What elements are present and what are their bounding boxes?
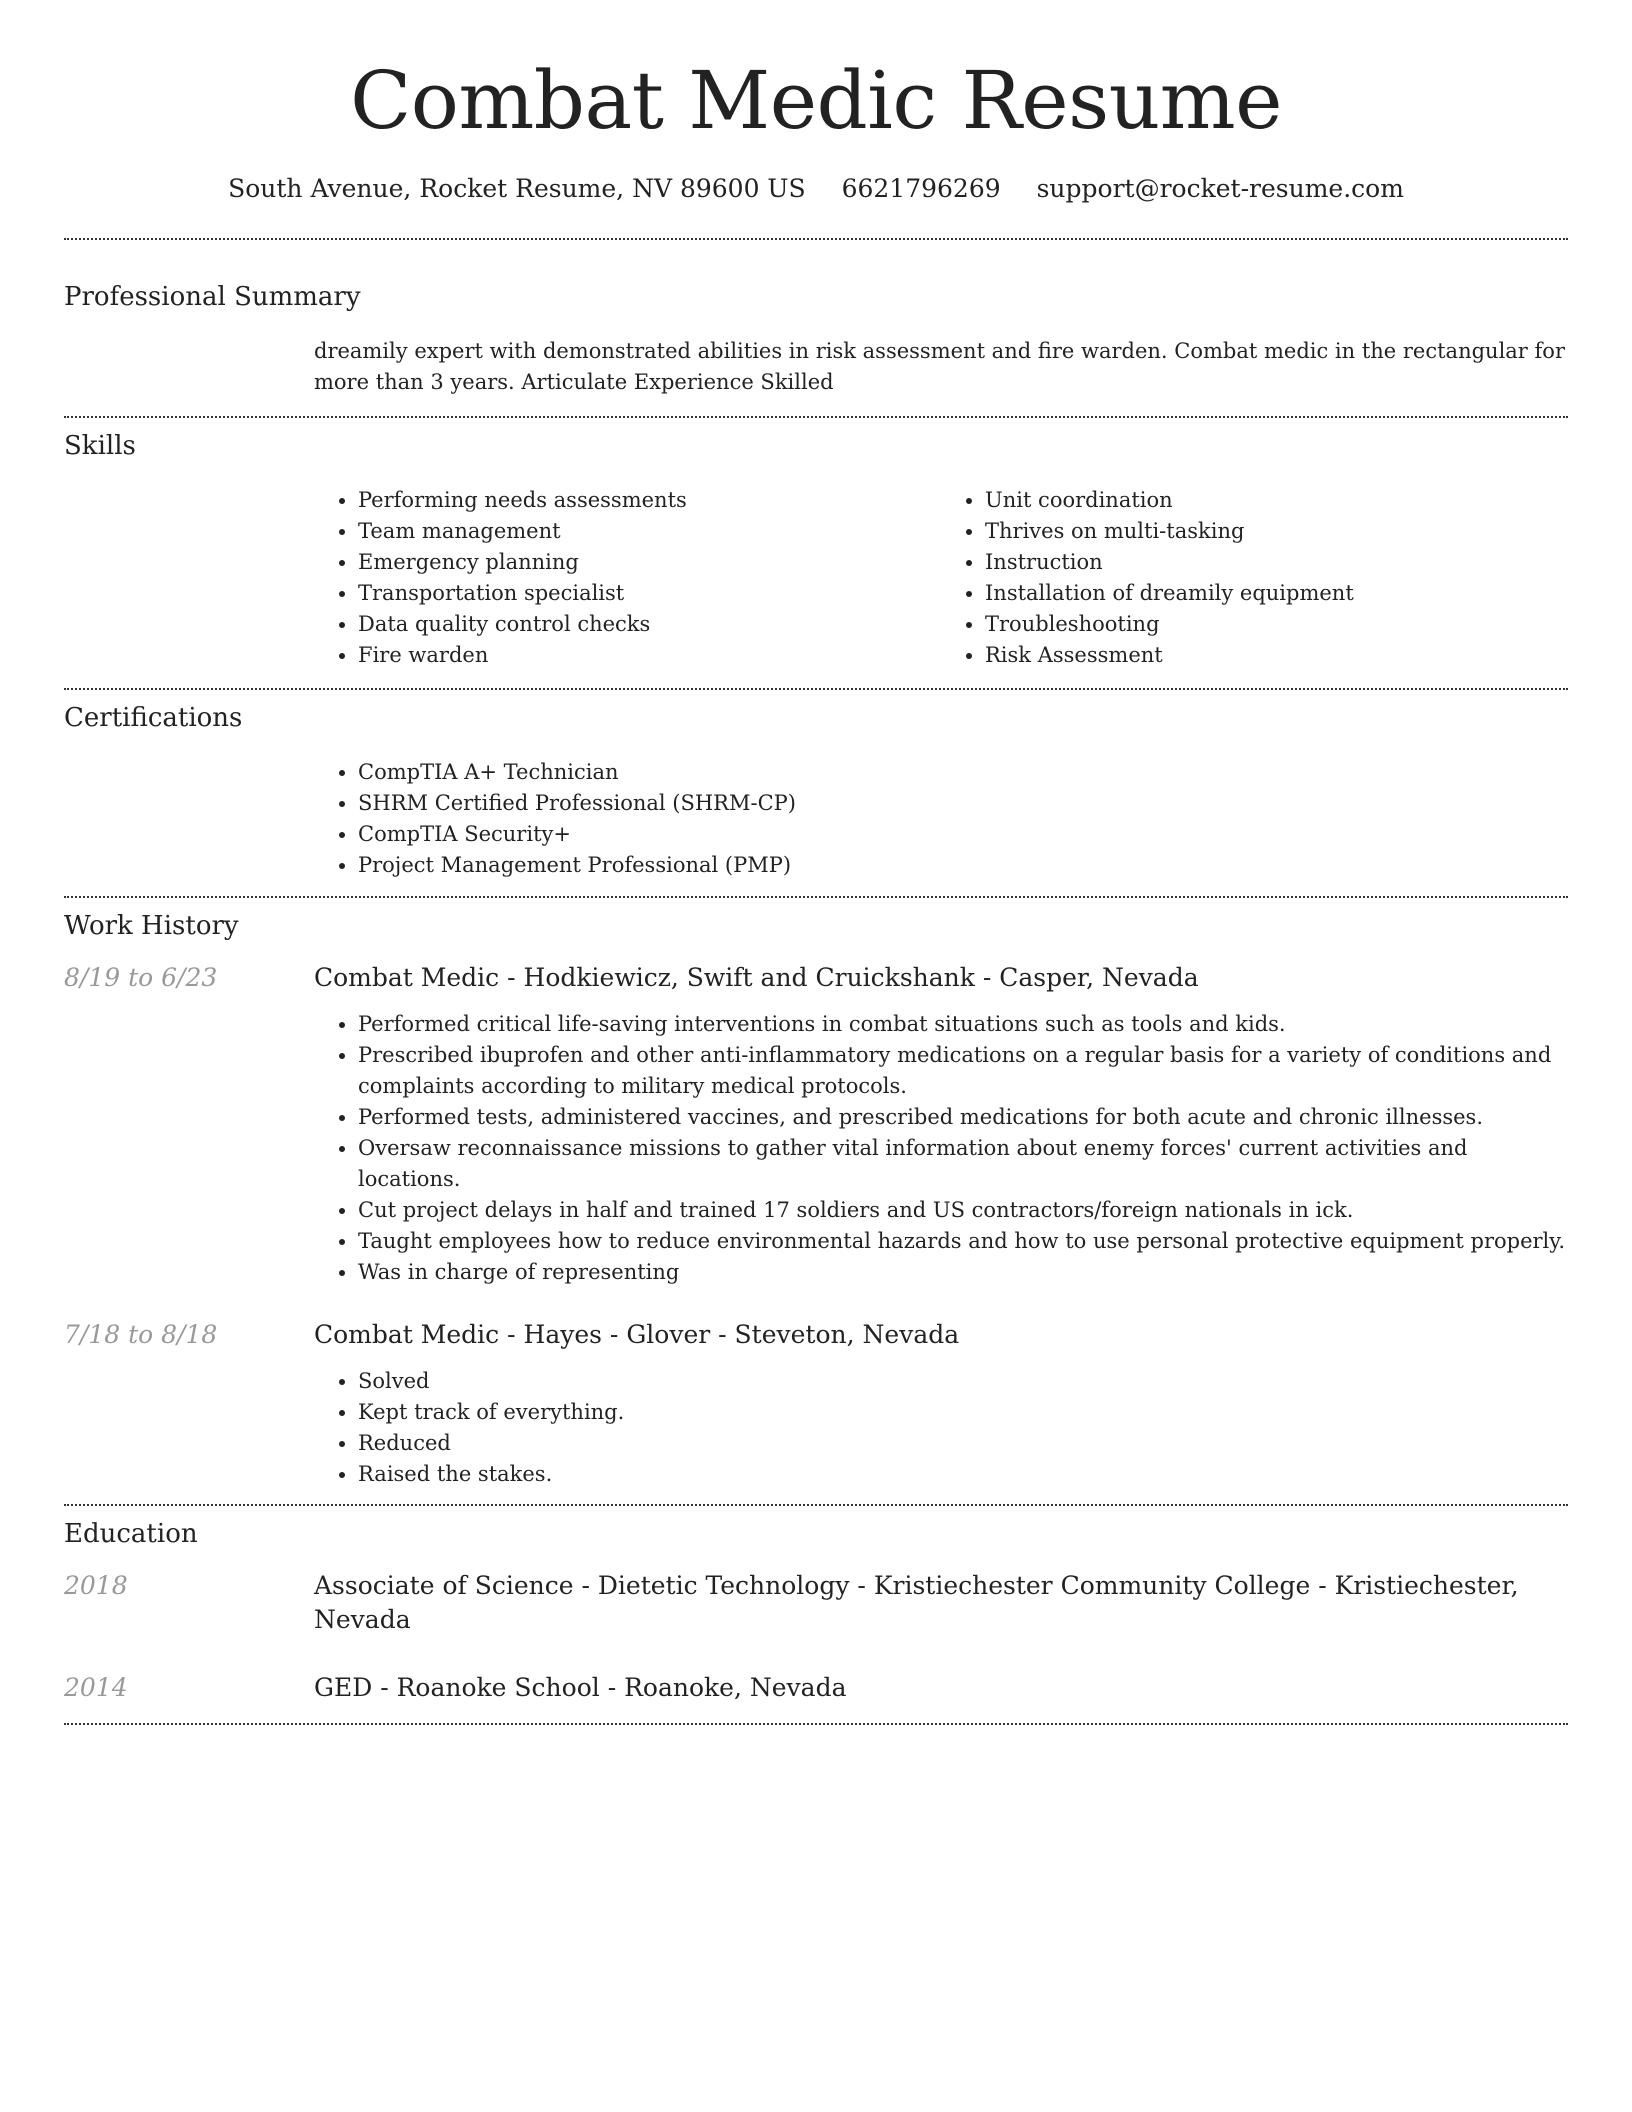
contact-line [64, 172, 1568, 206]
certifications-heading: Certifications [64, 703, 243, 733]
job-dates: 8/19 to 6/23 [64, 963, 218, 992]
skills-list-left [314, 485, 941, 671]
certifications-spacer [64, 757, 314, 881]
education-body [314, 1671, 1568, 1705]
job-dates: 7/18 to 8/18 [64, 1320, 218, 1349]
list-item: • Taught employees how to reduce environmental hazards and how to use personal protective equipment properly. [358, 1226, 1568, 1257]
list-item: • Raised the stakes. [358, 1459, 1568, 1490]
contact-phone: 6621796269 [841, 174, 1001, 203]
list-item: • Project Management Professional (PMP) [358, 850, 1568, 881]
job-body [314, 1318, 1568, 1490]
contact-address: South Avenue, Rocket Resume, NV 89600 US [228, 174, 806, 203]
certifications-section [64, 701, 1568, 881]
work-heading: Work History [64, 911, 239, 941]
job-entry [64, 1318, 1568, 1490]
list-item: • Performed critical life-saving interventions in combat situations such as tools and kids. [358, 1009, 1568, 1040]
summary-text: dreamily expert with demonstrated abilities in risk assessment and fire warden. Combat medic in the rectangular for more than 3 years. Articulate Experience Skilled [314, 339, 1565, 394]
list-item: • Was in charge of representing [358, 1257, 1568, 1288]
job-body [314, 961, 1568, 1288]
list-item: • Cut project delays in half and trained 17 soldiers and US contractors/foreign nationals in ick. [358, 1195, 1568, 1226]
certifications-body [314, 757, 1568, 881]
divider [64, 238, 1568, 240]
education-year: 2018 [64, 1571, 128, 1600]
list-item: • Thrives on multi-tasking [985, 516, 1568, 547]
list-item: • Performing needs assessments [358, 485, 941, 516]
summary-spacer [64, 336, 314, 398]
skills-section [64, 429, 1568, 671]
job-bullets [314, 1366, 1568, 1490]
list-item: • Team management [358, 516, 941, 547]
list-item: • Fire warden [358, 640, 941, 671]
work-section [64, 909, 1568, 1490]
list-item: • Oversaw reconnaissance missions to gather vital information about enemy forces' current activities and locations. [358, 1133, 1568, 1195]
education-heading: Education [64, 1519, 198, 1549]
skills-heading: Skills [64, 431, 136, 461]
education-section [64, 1517, 1568, 1705]
divider [64, 1723, 1568, 1725]
list-item: • Data quality control checks [358, 609, 941, 640]
list-item: • Installation of dreamily equipment [985, 578, 1568, 609]
skills-columns [314, 485, 1568, 671]
list-item: • Solved [358, 1366, 1568, 1397]
job-bullets [314, 1009, 1568, 1288]
education-title: Associate of Science - Dietetic Technology - Kristiechester Community College - Kristiechester, Nevada [314, 1571, 1519, 1634]
list-item: • Troubleshooting [985, 609, 1568, 640]
education-title: GED - Roanoke School - Roanoke, Nevada [314, 1673, 847, 1702]
education-body [314, 1569, 1568, 1637]
list-item: • CompTIA A+ Technician [358, 757, 1568, 788]
list-item: • Emergency planning [358, 547, 941, 578]
list-item: • Instruction [985, 547, 1568, 578]
list-item: • Reduced [358, 1428, 1568, 1459]
list-item: • SHRM Certified Professional (SHRM-CP) [358, 788, 1568, 819]
list-item: • CompTIA Security+ [358, 819, 1568, 850]
job-entry [64, 961, 1568, 1288]
list-item: • Kept track of everything. [358, 1397, 1568, 1428]
list-item: • Transportation specialist [358, 578, 941, 609]
certifications-list [314, 757, 1568, 881]
list-item: • Performed tests, administered vaccines, and prescribed medications for both acute and chronic illnesses. [358, 1102, 1568, 1133]
skills-spacer [64, 485, 314, 671]
summary-section [64, 280, 1568, 398]
job-title: Combat Medic - Hayes - Glover - Steveton, Nevada [314, 1320, 960, 1349]
summary-heading: Professional Summary [64, 282, 361, 312]
divider [64, 688, 1568, 690]
list-item: • Prescribed ibuprofen and other anti-inflammatory medications on a regular basis for a variety of conditions and complaints according to military medical protocols. [358, 1040, 1568, 1102]
divider [64, 1504, 1568, 1506]
list-item: • Unit coordination [985, 485, 1568, 516]
divider [64, 416, 1568, 418]
resume-title: Combat Medic Resume [350, 54, 1282, 147]
divider [64, 896, 1568, 898]
contact-email: support@rocket-resume.com [1036, 174, 1404, 203]
education-entry [64, 1671, 1568, 1705]
job-title: Combat Medic - Hodkiewicz, Swift and Cruickshank - Casper, Nevada [314, 963, 1199, 992]
skills-list-right [941, 485, 1568, 671]
education-entry [64, 1569, 1568, 1637]
education-year: 2014 [64, 1673, 128, 1702]
list-item: • Risk Assessment [985, 640, 1568, 671]
